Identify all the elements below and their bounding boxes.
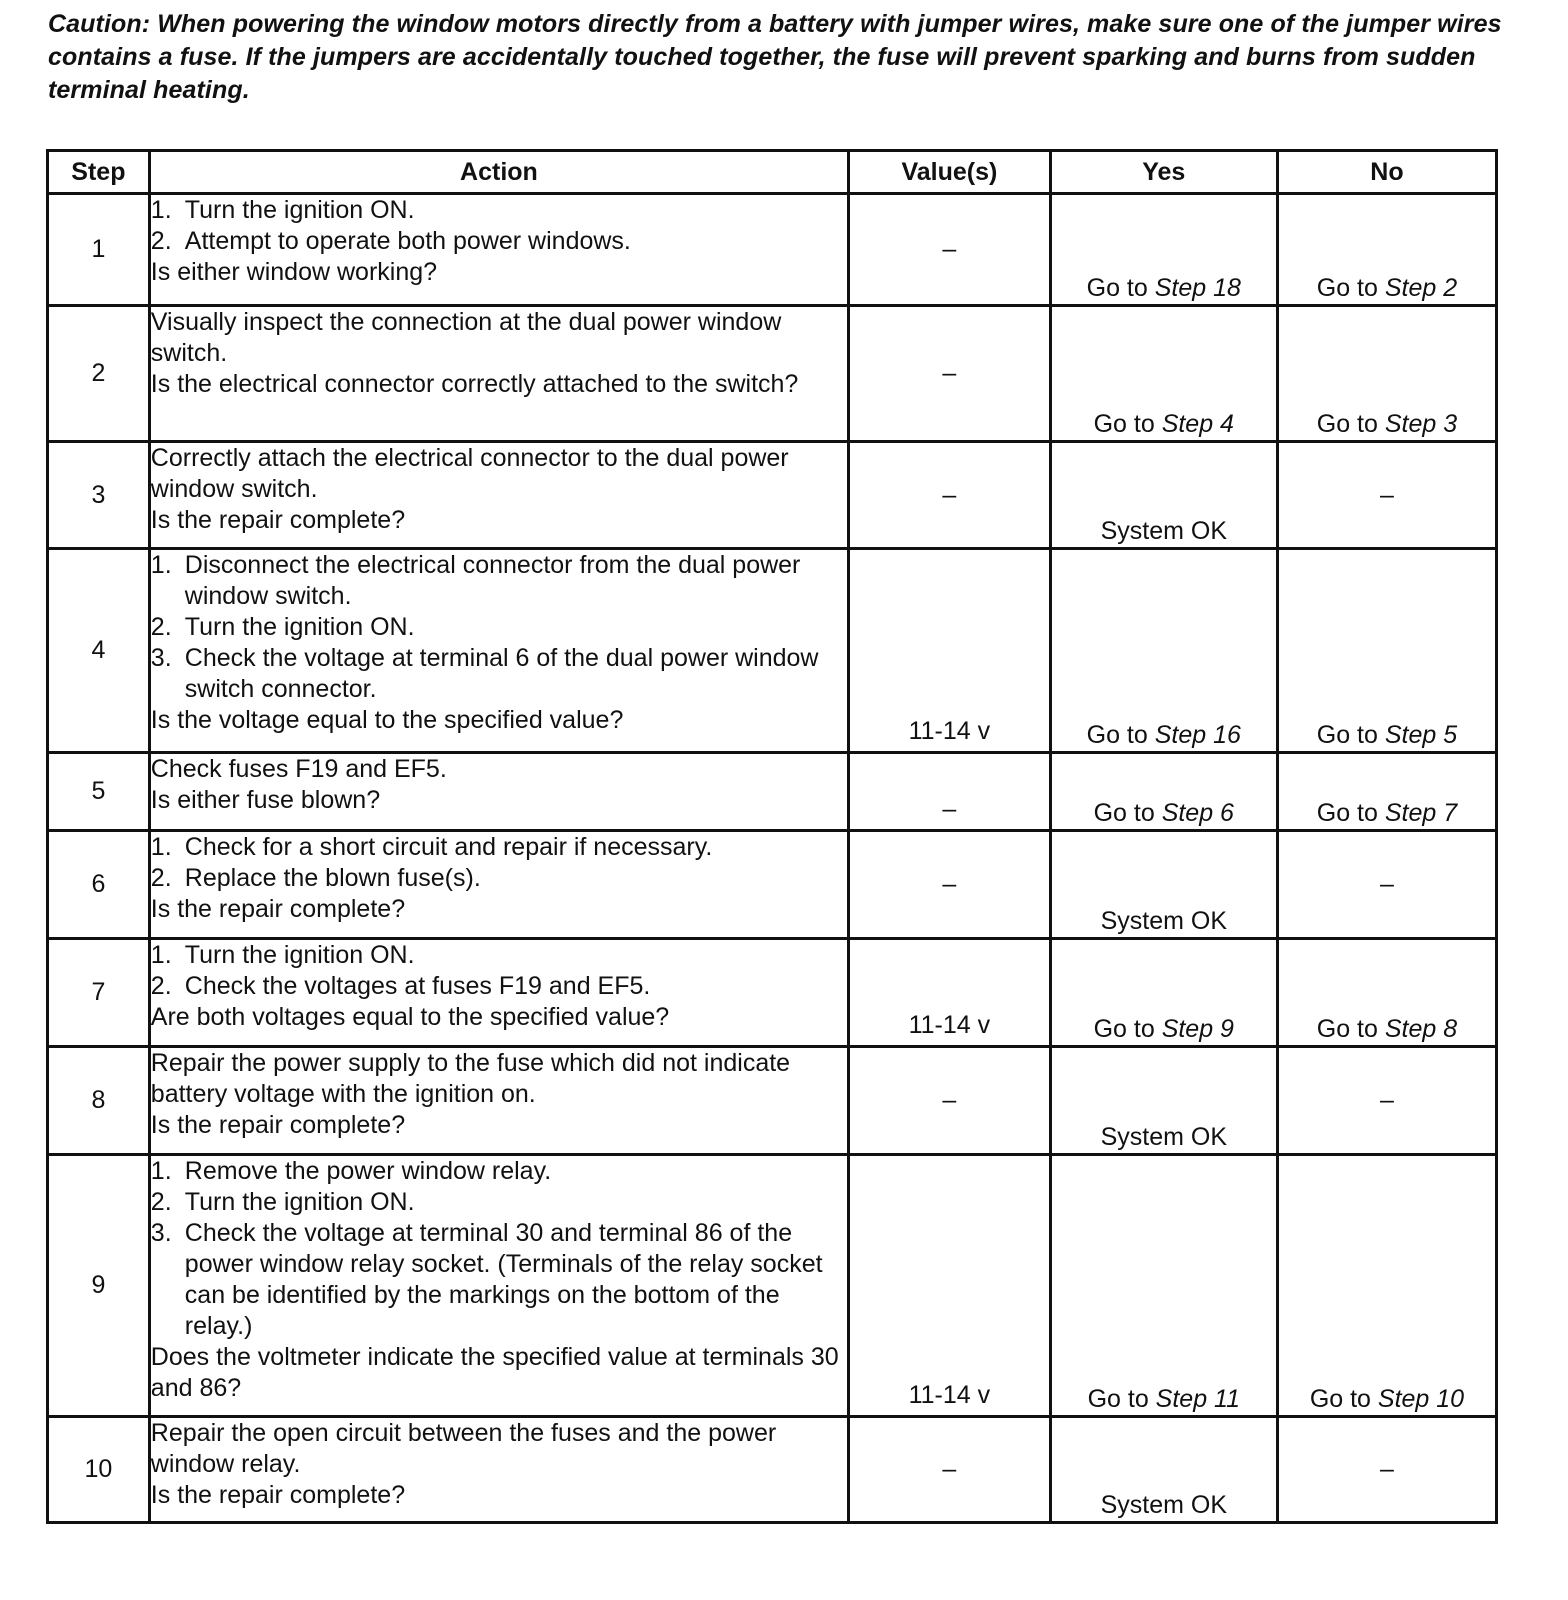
item-text: Replace the blown fuse(s). [184, 864, 481, 892]
action-item [151, 971, 847, 1002]
item-number: 2. [150, 972, 172, 1000]
yes-prefix: Go to [1093, 799, 1162, 827]
action-question: Is the repair complete? [150, 506, 406, 534]
step-number: 10 [48, 1417, 150, 1523]
yes-cell [1050, 753, 1277, 831]
step-number: 3 [48, 442, 150, 549]
no-prefix: Go to [1309, 1385, 1378, 1413]
yes-step-ref: Step 11 [1155, 1385, 1240, 1413]
no-prefix: Go to [1316, 799, 1385, 827]
yes-step-ref: Step 4 [1161, 410, 1234, 438]
table-row-step-1 [48, 194, 1497, 306]
step-number: 4 [48, 549, 150, 753]
action-item [151, 940, 847, 971]
yes-step-ref: Step 9 [1161, 1015, 1234, 1043]
no-step-ref: Step 5 [1384, 721, 1458, 749]
no-cell: – [1277, 442, 1496, 549]
no-cell [1277, 753, 1496, 831]
action-text: Visually inspect the connection at the dual power window switch. [150, 308, 782, 367]
value-cell: – [849, 306, 1051, 442]
step-number: 2 [48, 306, 150, 442]
action-item [151, 612, 847, 643]
yes-cell [1050, 194, 1277, 306]
item-number: 2. [150, 227, 172, 255]
no-step-ref: Step 8 [1384, 1015, 1458, 1043]
item-text: Check for a short circuit and repair if necessary. [184, 833, 713, 861]
item-number: 1. [150, 551, 172, 579]
yes-prefix: Go to [1086, 721, 1155, 749]
no-cell: – [1277, 1047, 1496, 1155]
value-cell: 11-14 v [849, 549, 1051, 753]
item-text: Check the voltage at terminal 6 of the dual power window switch connector. [184, 644, 819, 703]
table-row-step-4 [48, 549, 1497, 753]
action-cell [149, 194, 848, 306]
no-cell [1277, 194, 1496, 306]
item-text: Turn the ignition ON. [184, 613, 415, 641]
step-number: 8 [48, 1047, 150, 1155]
action-item [151, 863, 847, 894]
yes-prefix: Go to [1093, 410, 1162, 438]
yes-prefix: Go to [1087, 1385, 1156, 1413]
no-prefix: Go to [1316, 410, 1385, 438]
no-cell: – [1277, 831, 1496, 939]
table-row-step-7 [48, 939, 1497, 1047]
yes-step-ref: Step 16 [1154, 721, 1241, 749]
yes-cell: System OK [1050, 442, 1277, 549]
action-question: Are both voltages equal to the specified value? [150, 1003, 670, 1031]
header-values: Value(s) [849, 151, 1051, 194]
action-item [151, 1218, 847, 1342]
yes-prefix: Go to [1086, 274, 1155, 302]
table-row-step-3 [48, 442, 1497, 549]
no-cell [1277, 939, 1496, 1047]
item-number: 2. [150, 613, 172, 641]
action-question: Is either fuse blown? [150, 786, 381, 814]
step-number: 1 [48, 194, 150, 306]
table-header-row [48, 151, 1497, 194]
yes-cell: System OK [1050, 831, 1277, 939]
item-number: 2. [150, 1188, 172, 1216]
action-question: Is the electrical connector correctly attached to the switch? [150, 370, 799, 398]
action-item [151, 550, 847, 612]
yes-cell [1050, 306, 1277, 442]
item-text: Turn the ignition ON. [184, 941, 415, 969]
table-row-step-2 [48, 306, 1497, 442]
value-cell: – [849, 1417, 1051, 1523]
header-yes: Yes [1050, 151, 1277, 194]
action-cell [149, 442, 848, 549]
yes-cell [1050, 939, 1277, 1047]
no-step-ref: Step 3 [1384, 410, 1458, 438]
diagnostic-table [46, 149, 1498, 1524]
no-cell: – [1277, 1417, 1496, 1523]
item-text: Attempt to operate both power windows. [184, 227, 631, 255]
action-item [151, 1187, 847, 1218]
action-question: Is the repair complete? [150, 1111, 406, 1139]
action-question: Is the repair complete? [150, 895, 406, 923]
action-text: Repair the power supply to the fuse which did not indicate battery voltage with the ignition on. [150, 1049, 791, 1108]
yes-cell [1050, 1155, 1277, 1417]
no-prefix: Go to [1316, 1015, 1385, 1043]
item-text: Check the voltage at terminal 30 and terminal 86 of the power window relay socket. (Terminals of the relay socket can be identified by the markings on the bottom of the relay.) [184, 1219, 823, 1340]
action-item [151, 643, 847, 705]
action-text: Correctly attach the electrical connector to the dual power window switch. [150, 444, 789, 503]
no-cell [1277, 1155, 1496, 1417]
table-row-step-5 [48, 753, 1497, 831]
action-item [151, 226, 847, 257]
value-cell: – [849, 194, 1051, 306]
no-cell [1277, 549, 1496, 753]
action-question: Is the repair complete? [150, 1481, 406, 1509]
yes-prefix: Go to [1093, 1015, 1162, 1043]
action-cell [149, 306, 848, 442]
item-number: 2. [150, 864, 172, 892]
caution-note: Caution: When powering the window motors directly from a battery with jumper wires, make sure one of the jumper wires contains a fuse. If the jumpers are accidentally touched together, the fuse will prevent sparking and burns from sudden terminal heating. [48, 10, 1502, 104]
header-action: Action [149, 151, 848, 194]
action-cell [149, 1417, 848, 1523]
action-question: Is the voltage equal to the specified value? [150, 706, 624, 734]
action-text: Check fuses F19 and EF5. [150, 755, 447, 783]
item-number: 1. [150, 833, 172, 861]
action-item [151, 832, 847, 863]
step-number: 5 [48, 753, 150, 831]
no-prefix: Go to [1316, 274, 1385, 302]
value-cell: – [849, 753, 1051, 831]
no-step-ref: Step 2 [1384, 274, 1458, 302]
value-cell: 11-14 v [849, 1155, 1051, 1417]
table-row-step-10 [48, 1417, 1497, 1523]
yes-step-ref: Step 18 [1154, 274, 1241, 302]
action-cell [149, 939, 848, 1047]
action-cell [149, 549, 848, 753]
item-number: 1. [150, 1157, 172, 1185]
action-cell [149, 831, 848, 939]
yes-step-ref: Step 6 [1161, 799, 1234, 827]
item-text: Disconnect the electrical connector from the dual power window switch. [184, 551, 801, 610]
action-item [151, 195, 847, 226]
value-cell: 11-14 v [849, 939, 1051, 1047]
step-number: 7 [48, 939, 150, 1047]
header-no: No [1277, 151, 1496, 194]
action-question: Is either window working? [150, 258, 438, 286]
value-cell: – [849, 831, 1051, 939]
item-number: 3. [150, 644, 172, 672]
action-item [151, 1156, 847, 1187]
action-question: Does the voltmeter indicate the specified value at terminals 30 and 86? [150, 1343, 839, 1402]
table-row-step-6 [48, 831, 1497, 939]
action-cell [149, 1155, 848, 1417]
action-text: Repair the open circuit between the fuses and the power window relay. [150, 1419, 777, 1478]
item-number: 3. [150, 1219, 172, 1247]
yes-cell: System OK [1050, 1417, 1277, 1523]
item-text: Turn the ignition ON. [184, 196, 415, 224]
no-step-ref: Step 10 [1377, 1385, 1465, 1413]
no-step-ref: Step 7 [1384, 799, 1458, 827]
item-text: Remove the power window relay. [184, 1157, 552, 1185]
table-row-step-8 [48, 1047, 1497, 1155]
step-number: 9 [48, 1155, 150, 1417]
item-number: 1. [150, 941, 172, 969]
item-text: Check the voltages at fuses F19 and EF5. [184, 972, 651, 1000]
action-cell [149, 753, 848, 831]
value-cell: – [849, 1047, 1051, 1155]
yes-cell [1050, 549, 1277, 753]
table-row-step-9 [48, 1155, 1497, 1417]
item-number: 1. [150, 196, 172, 224]
header-step: Step [48, 151, 150, 194]
value-cell: – [849, 442, 1051, 549]
no-prefix: Go to [1316, 721, 1385, 749]
yes-cell: System OK [1050, 1047, 1277, 1155]
item-text: Turn the ignition ON. [184, 1188, 415, 1216]
action-cell [149, 1047, 848, 1155]
no-cell [1277, 306, 1496, 442]
step-number: 6 [48, 831, 150, 939]
